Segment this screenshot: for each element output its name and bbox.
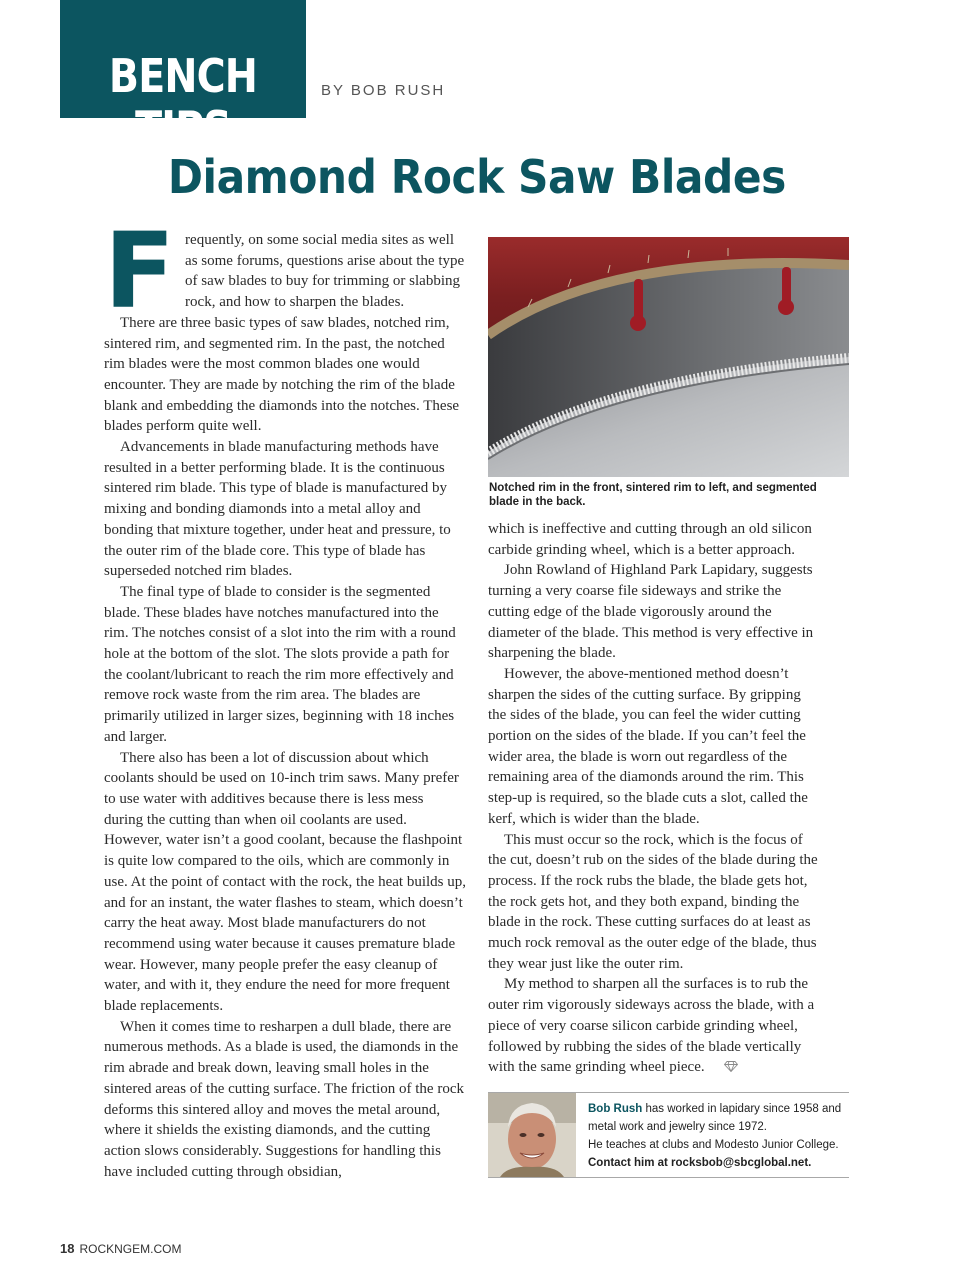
body-paragraph: This must occur so the rock, which is the focus of the cut, doesn’t rub on the sides of the blade during the process. If the rock rubs the blade, the blade gets hot, the rock gets hot, and they both expand, binding the blade in the rock. These cutting surfaces do at least as much rock removal as the outer edge of the blade, thus they wear just like the outer rim. [488,831,818,972]
bio-line-1: has worked in lapidary since 1958 and metal work and jewelry since 1972. [588,1103,842,1133]
body-paragraph: Advancements in blade manufacturing methods have resulted in a better performing blade. It is the continuous sintered rim blade. This type of blade is manufactured by mixing and bonding diamonds into a metal alloy and bonding that mixture together, under heat and pressure, to the outer rim of the blade core. This type of blade has superseded notched rim blades. [104,439,451,580]
continuation-paragraph: which is ineffective and cutting through an old silicon carbide grinding wheel, which is a better approach. [488,521,812,558]
author-contact: Contact him at rocksbob@sbcglobal.net. [588,1157,812,1169]
author-avatar [488,1093,576,1177]
section-header-box [60,0,306,155]
article-title [0,150,953,204]
final-paragraph [488,974,818,1079]
final-paragraph-text: My method to sharpen all the surfaces is to rub the outer rim vigorously sideways across the blade, with a piece of very coarse silicon carbide grinding wheel, followed by rubbing the sides of the blade vertically with the same grinding wheel piece. [488,976,815,1076]
saw-blade-photo [488,237,849,477]
section-label: BENCH TIPS [108,49,258,155]
diamond-icon [708,1058,738,1079]
body-paragraph: There also has been a lot of discussion about which coolants should be used on 10-inch trim saws. Many prefer to use water with additives because there is less mess during the cutting than when oil coolants are used. However, water isn’t a good coolant, because the flashpoint is quite low compared to the oils, which are commonly in use. At the point of contact with the rock, the heat builds up, and for an instant, the water flashes to steam, which doesn’t carry the heat away. Most blade manufacturers do not recommend using water because it causes premature blade wear. However, many people prefer the easy cleanup of water, and with it, they endure the need for more frequent blade replacements. [104,749,467,1015]
body-paragraph: There are three basic types of saw blades, notched rim, sintered rim, and segmented rim. In the past, the notched rim blades were the most common blades one would encounter. They are made by notching the rim of the blade blank and embedding the diamonds into the notches. These blades perform quite well. [104,314,460,435]
intro-paragraph [104,210,466,332]
author-bio [588,1100,850,1172]
bio-line-2: He teaches at clubs and Modesto Junior College. [588,1139,839,1151]
body-paragraph: When it comes time to resharpen a dull blade, there are numerous methods. As a blade is used, the diamonds in the rim abrade and break down, leaving small holes in the sintered areas of the cutting surface. The friction of the rock deforms this sintered alloy and moves the metal around, where it shields the existing diamonds, and the cutting action slows considerably. Suggestions for handling this have included cutting through obsidian, [104,1018,464,1180]
intro-text: requently, on some social media sites as well as some forums, questions arise about the type of saw blades to buy for trimming or slabbing rock, and how to sharpen the blades. [185,232,465,311]
saw-blade-illustration [488,237,849,477]
body-paragraph: However, the above-mentioned method doesn’t sharpen the sides of the cutting surface. By gripping the sides of the blade, you can feel the wider cutting portion on the sides of the blade. If you can’t feel the wider area, the blade is worn out regardless of the remaining area of the diamonds around the rim. This step-up is required, so the blade cuts a slot, called the kerf, which is wider than the blade. [488,665,808,827]
byline: BY BOB RUSH [321,82,446,99]
body-paragraph: John Rowland of Highland Park Lapidary, suggests turning a very coarse file sideways and strike the cutting edge of the blade vigorously around the diameter of the blade. This method is very effective in sharpening the blade. [488,562,814,662]
photo-caption: Notched rim in the front, sintered rim to left, and segmented blade in the back. [489,482,817,508]
right-column [488,519,818,1079]
page-footer [60,1241,181,1256]
page-number: 18 [60,1241,75,1256]
body-paragraph: The final type of blade to consider is the segmented blade. These blades have notches manufactured into the rim. The notches consist of a slot into the rim with a round hole at the bottom of the slot. The slots provide a path for the coolant/lubricant to reach the rim more effectively and remove rock waste from the rim area. The blades are primarily utilized in larger sizes, beginning with 18 inches and larger. [104,583,456,745]
site-name: ROCKNGEM.COM [79,1242,182,1256]
article-title-text: Diamond Rock Saw Blades [167,150,786,204]
drop-cap: F [104,210,176,332]
author-name: Bob Rush [588,1103,643,1115]
bio-divider-bottom [488,1177,849,1178]
left-column [104,210,467,1182]
